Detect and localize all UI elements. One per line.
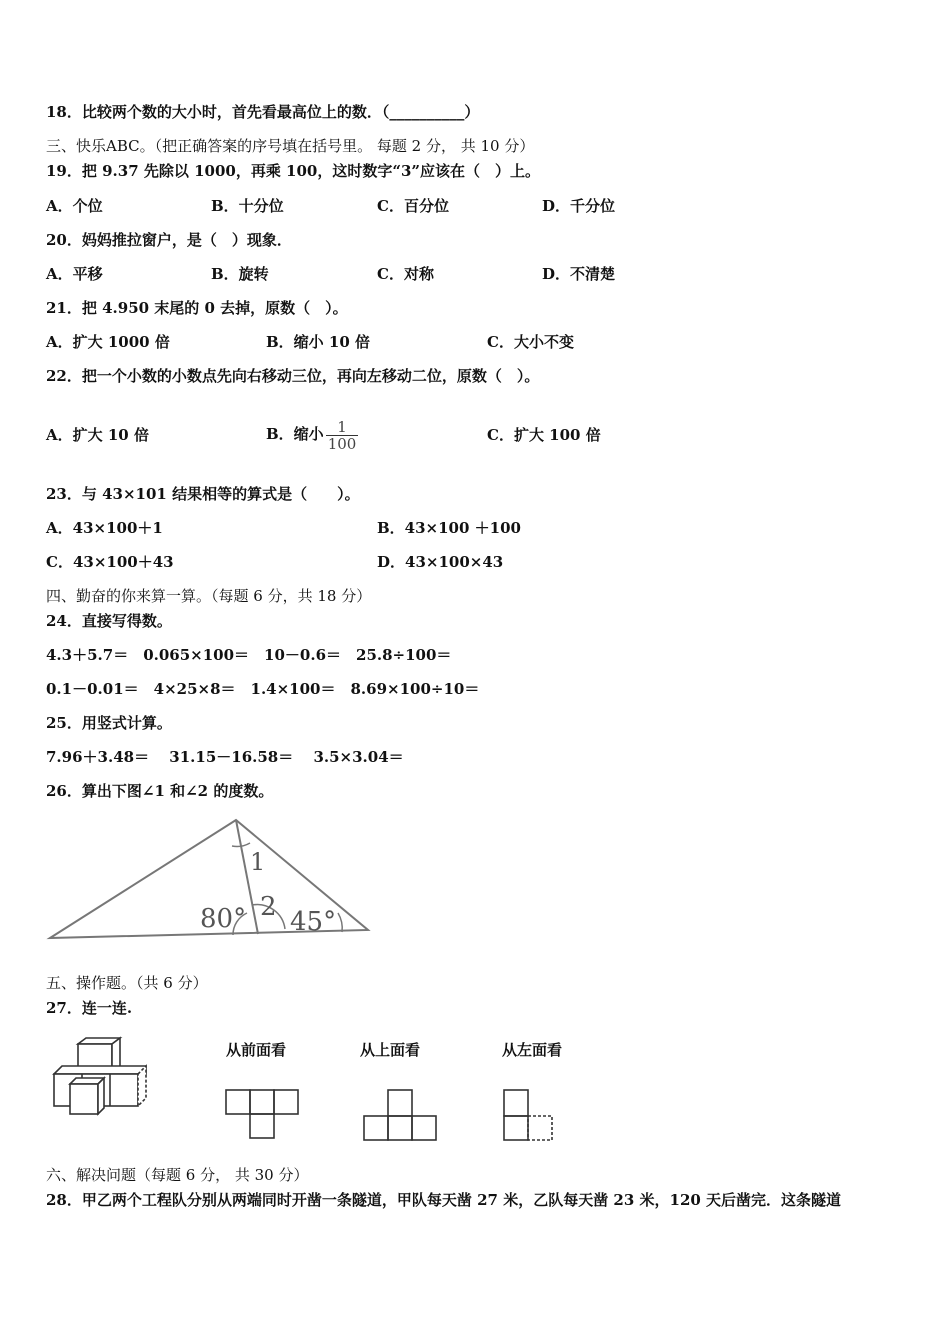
section-3-title: 三、快乐ABC。（把正确答案的序号填在括号里。 每题 2 分， 共 10 分） bbox=[46, 137, 535, 155]
q19-option-d: D．千分位 bbox=[542, 197, 616, 215]
view-square bbox=[250, 1114, 274, 1138]
view-square bbox=[274, 1090, 298, 1114]
row-side bbox=[138, 1066, 146, 1106]
q20-option-c: C．对称 bbox=[377, 265, 434, 283]
q19-option-b: B．十分位 bbox=[211, 197, 284, 215]
q23-option-b: B．43×100 ＋100 bbox=[377, 519, 521, 537]
view-square bbox=[250, 1090, 274, 1114]
fraction-numerator: 1 bbox=[326, 419, 359, 436]
q23-option-d: D．43×100×43 bbox=[377, 553, 504, 571]
view-label-top: 从上面看 bbox=[360, 1041, 421, 1059]
question-18: 18．比较两个数的大小时，首先看最高位上的数．（__________） bbox=[46, 103, 480, 121]
q24-row-2: 0.1－0.01＝ 4×25×8＝ 1.4×100＝ 8.69×100÷10＝ bbox=[46, 680, 480, 698]
front-view-shape bbox=[222, 1086, 304, 1142]
q25-row: 7.96＋3.48＝ 31.15－16.58＝ 3.5×3.04＝ bbox=[46, 748, 404, 766]
view-square bbox=[504, 1116, 528, 1140]
question-25: 25．用竖式计算。 bbox=[46, 714, 172, 732]
top-view-shape bbox=[360, 1086, 442, 1144]
question-27: 27．连一连. bbox=[46, 999, 133, 1017]
view-square bbox=[528, 1116, 552, 1140]
q24-row-1: 4.3＋5.7＝ 0.065×100＝ 10－0.6＝ 25.8÷100＝ bbox=[46, 646, 452, 664]
question-20: 20．妈妈推拉窗户，是（ ）现象． bbox=[46, 231, 292, 249]
q19-option-c: C．百分位 bbox=[377, 197, 449, 215]
question-22: 22．把一个小数的小数点先向右移动三位，再向左移动二位，原数（ ）。 bbox=[46, 367, 540, 385]
question-23: 23．与 43×101 结果相等的算式是（ ）。 bbox=[46, 485, 360, 503]
triangle-figure bbox=[40, 810, 380, 950]
q19-option-a: A．个位 bbox=[46, 197, 103, 215]
question-24: 24．直接写得数。 bbox=[46, 612, 172, 630]
view-square bbox=[504, 1090, 528, 1116]
cube-stack-figure bbox=[48, 1036, 148, 1118]
q23-option-c: C．43×100＋43 bbox=[46, 553, 174, 571]
row-top-face bbox=[54, 1066, 146, 1074]
angle-45-arc bbox=[338, 913, 342, 932]
q22-option-b bbox=[266, 406, 358, 462]
q22-option-a: A．扩大 10 倍 bbox=[46, 426, 149, 444]
view-square bbox=[388, 1090, 412, 1116]
q22-option-c: C．扩大 100 倍 bbox=[487, 426, 601, 444]
q21-option-a: A．扩大 1000 倍 bbox=[46, 333, 170, 351]
angle-2-label: 2 bbox=[260, 892, 277, 922]
view-square bbox=[364, 1116, 388, 1140]
front-cube-face bbox=[70, 1084, 98, 1114]
front-cube-side bbox=[98, 1078, 104, 1114]
question-28: 28．甲乙两个工程队分别从两端同时开凿一条隧道，甲队每天凿 27 米，乙队每天凿 23 米，120 天后凿完．这条隧道 bbox=[46, 1191, 842, 1209]
angle-1-label: 1 bbox=[250, 848, 266, 876]
q20-option-d: D．不清楚 bbox=[542, 265, 616, 283]
view-square bbox=[412, 1116, 436, 1140]
section-5-title: 五、操作题。（共 6 分） bbox=[46, 974, 208, 992]
q20-option-b: B．旋转 bbox=[211, 265, 269, 283]
section-4-title: 四、勤奋的你来算一算。（每题 6 分，共 18 分） bbox=[46, 587, 372, 605]
question-26: 26．算出下图∠1 和∠2 的度数。 bbox=[46, 782, 274, 800]
angle-45-label: 45° bbox=[290, 907, 337, 937]
view-label-front: 从前面看 bbox=[226, 1041, 287, 1059]
question-21: 21．把 4.950 末尾的 0 去掉，原数（ ）。 bbox=[46, 299, 348, 317]
fraction-denominator: 100 bbox=[327, 434, 357, 453]
q21-option-b: B．缩小 10 倍 bbox=[266, 333, 370, 351]
q21-option-c: C．大小不变 bbox=[487, 333, 574, 351]
q22-option-b-label: B．缩小 bbox=[266, 425, 324, 443]
view-square bbox=[226, 1090, 250, 1114]
fraction-1-100 bbox=[326, 419, 359, 452]
section-6-title: 六、解决问题（每题 6 分， 共 30 分） bbox=[46, 1166, 309, 1184]
view-square bbox=[388, 1116, 412, 1140]
view-label-left: 从左面看 bbox=[502, 1041, 563, 1059]
q20-option-a: A．平移 bbox=[46, 265, 103, 283]
q23-option-a: A．43×100＋1 bbox=[46, 519, 163, 537]
question-19: 19．把 9.37 先除以 1000，再乘 100，这时数字“3”应该在（ ）上。 bbox=[46, 162, 541, 180]
left-view-shape bbox=[500, 1086, 558, 1144]
angle-80-label: 80° bbox=[200, 904, 247, 934]
